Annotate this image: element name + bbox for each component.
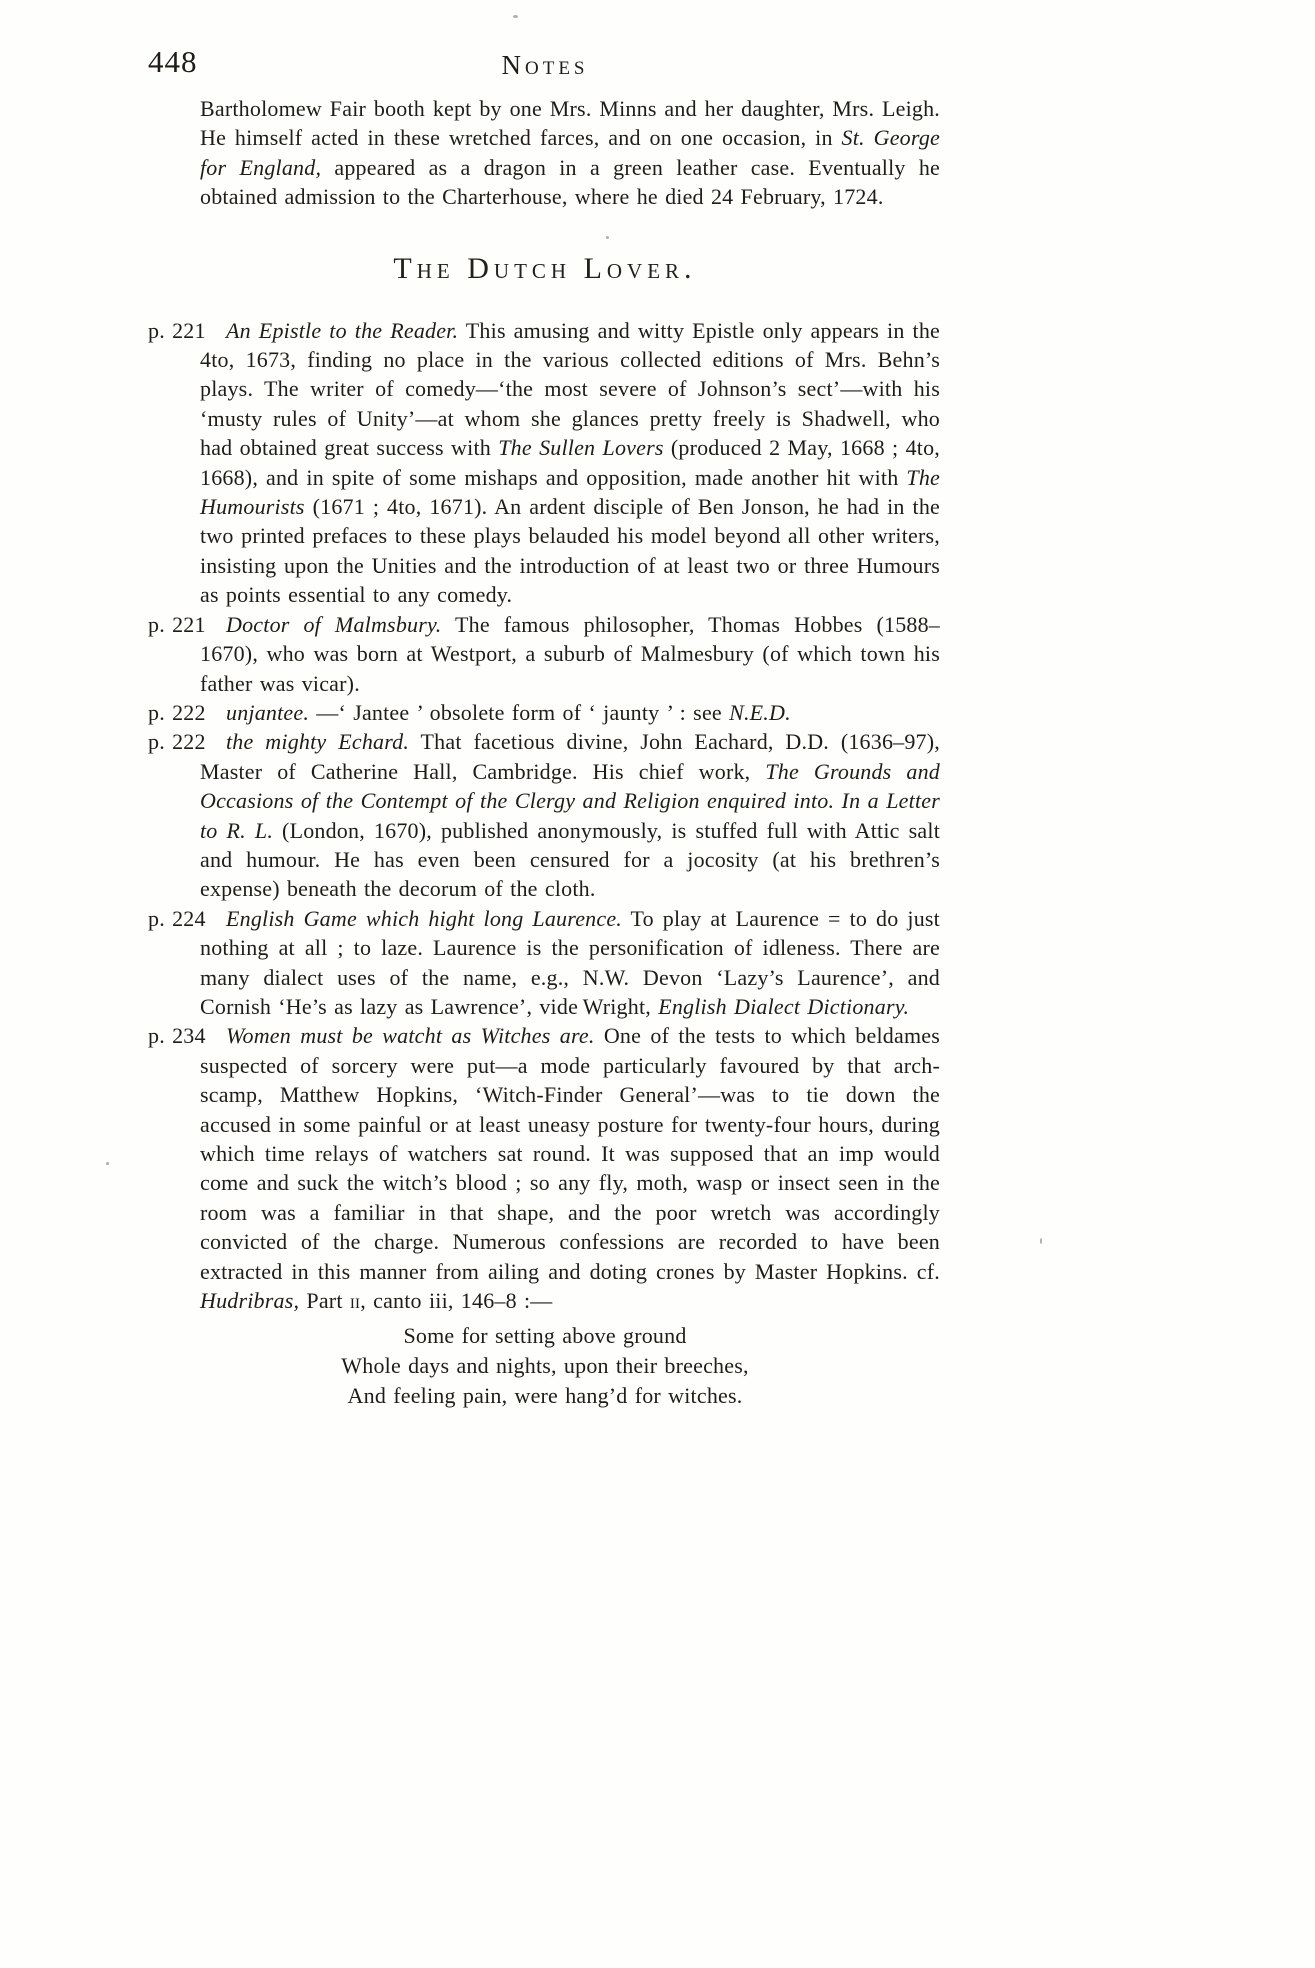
note-body: the mighty Echard. That facetious divine, John Eachard, D.D. (1636–97), Master of Catherine Hall, Cambridge. His chief work, The Grounds and Occasions of the Contempt of the Clergy and Religion enquired into. In a Letter to R. L. (London, 1670), published anonymously, is stuffed full with Attic salt and humour. He has even been censured for a jocosity (at his brethren’s expense) beneath the decorum of the cloth. [200, 729, 941, 902]
page-header-row [148, 44, 942, 90]
note-item [148, 610, 940, 698]
scan-speck [606, 236, 609, 239]
note-item [148, 1021, 940, 1315]
intro-paragraph: Bartholomew Fair booth kept by one Mrs. Minns and her daughter, Mrs. Leigh. He himself acted in these wretched farces, and on one occasion, in St. George for England, appeared as a dragon in a green leather case. Eventually he obtained admission to the Charterhouse, where he died 24 February, 1724. [200, 96, 940, 210]
note-page-ref: p. 221 [148, 611, 206, 637]
note-body: An Epistle to the Reader. This amusing and witty Epistle only appears in the 4to, 1673, finding no place in the various collected editions of Mrs. Behn’s plays. The writer of comedy—‘the most severe of Johnson’s sect’—with his ‘musty rules of Unity’—at whom she glances pretty freely is Shadwell, who had obtained great success with The Sullen Lovers (produced 2 May, 1668 ; 4to, 1668), and in spite of some mishaps and opposition, made another hit with The Humourists (1671 ; 4to, 1671). An ardent disciple of Ben Jonson, he had in the two printed prefaces to these plays belauded his model beyond all other writers, insisting upon the Unities and the introduction of at least two or three Humours as points essential to any comedy. [200, 317, 941, 608]
section-heading: The Dutch Lover. [393, 251, 697, 285]
running-head: Notes [501, 50, 589, 80]
text-column [148, 44, 942, 1411]
note-item [148, 727, 941, 903]
note-page-ref: p. 222 [148, 729, 206, 755]
note-body: Women must be watcht as Witches are. One of the tests to which beldames suspected of sorcery were put—a mode particularly favoured by that arch-scamp, Matthew Hopkins, ‘Witch-Finder General’—was to tie down the accused in some painful or at least uneasy posture for twenty-four hours, during which time relays of watchers sat round. It was supposed that an imp would come and suck the witch’s blood ; so any fly, moth, wasp or insect seen in the room was a familiar in that shape, and the poor wretch was accordingly convicted of the charge. Numerous confessions are recorded to have been extracted in this manner from ailing and doting crones by Master Hopkins. cf. Hudribras, Part ii, canto iii, 146–8 :— [200, 1023, 940, 1314]
note-page-ref: p. 222 [148, 699, 206, 725]
page-number: 448 [148, 44, 198, 79]
note-item [148, 316, 941, 610]
verse-quote [148, 1321, 942, 1411]
verse-line: Some for setting above ground [403, 1323, 687, 1349]
scan-speck [106, 1162, 109, 1165]
notes-list [148, 316, 942, 1316]
note-page-ref: p. 234 [148, 1023, 206, 1049]
verse-line: And feeling pain, were hang’d for witches. [347, 1383, 743, 1409]
verse-line: Whole days and nights, upon their breeches, [341, 1353, 749, 1379]
scan-speck [1040, 1238, 1042, 1244]
note-item [148, 698, 940, 727]
note-body: Doctor of Malmsbury. The famous philosopher, Thomas Hobbes (1588–1670), who was born at Westport, a suburb of Malmesbury (of which town his father was vicar). [200, 611, 940, 696]
note-page-ref: p. 221 [148, 317, 206, 343]
note-page-ref: p. 224 [148, 905, 206, 931]
scan-speck [513, 15, 518, 18]
note-body: unjantee. —‘ Jantee ’ obsolete form of ‘ jaunty ’ : see N.E.D. [226, 699, 791, 725]
note-body: English Game which hight long Laurence. To play at Laurence = to do just nothing at all ; to laze. Laurence is the personification of idleness. There are many dialect uses of the name, e.g., N.W. Devon ‘Lazy’s Laurence’, and Cornish ‘He’s as lazy as Lawrence’, vide Wright, English Dialect Dictionary. [200, 905, 940, 1019]
note-item [148, 904, 940, 1022]
